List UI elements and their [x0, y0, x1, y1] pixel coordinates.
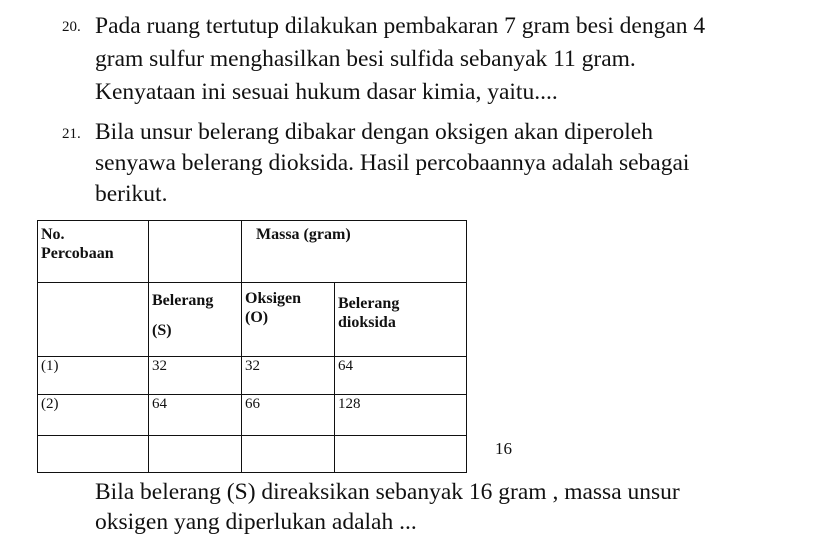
table-cell: 128 [335, 395, 467, 436]
follow-up-line: Bila belerang (S) direaksikan sebanyak 16 gram , massa unsur [95, 479, 680, 505]
table-row [38, 395, 467, 436]
subheader-oksigen [242, 283, 335, 357]
question-number: 20. [62, 19, 81, 35]
experiment-table [37, 220, 467, 473]
side-number: 16 [495, 439, 512, 458]
subheader-oksigen-unit: (O) [245, 309, 269, 326]
table-cell: (1) [38, 357, 149, 395]
table-row [38, 357, 467, 395]
table-cell: (2) [38, 395, 149, 436]
subheader-belerang-unit: (S) [152, 322, 172, 339]
question-text-line: Kenyataan ini sesuai hukum dasar kimia, yaitu.... [95, 79, 558, 105]
question-text-line: gram sulfur menghasilkan besi sulfida sebanyak 11 gram. [95, 46, 636, 72]
header-no-percobaan [38, 221, 149, 283]
subheader-empty-cell [38, 283, 149, 357]
table-cell: 32 [242, 357, 335, 395]
subheader-dioksida-line: Belerang [338, 295, 400, 312]
question-text-line: Pada ruang tertutup dilakukan pembakaran 7 gram besi dengan 4 [95, 13, 706, 39]
header-no-line: No. [41, 226, 65, 243]
follow-up-line: oksigen yang diperlukan adalah ... [95, 509, 417, 535]
table-row [38, 436, 467, 473]
header-empty-cell [149, 221, 242, 283]
table-cell: 64 [335, 357, 467, 395]
subheader-belerang-label: Belerang [152, 292, 214, 309]
question-text-line: senyawa belerang dioksida. Hasil percobaannya adalah sebagai [95, 150, 690, 176]
table-cell [149, 436, 242, 473]
table-cell: 64 [149, 395, 242, 436]
question-text-line: berikut. [95, 181, 168, 207]
subheader-oksigen-label: Oksigen [245, 290, 302, 307]
subheader-belerang [149, 283, 242, 357]
table-subheader-row [38, 283, 467, 357]
header-massa: Massa (gram) [242, 221, 467, 283]
table-cell [242, 436, 335, 473]
subheader-dioksida-line: dioksida [338, 314, 396, 331]
table-cell [335, 436, 467, 473]
table-cell: 66 [242, 395, 335, 436]
subheader-dioksida [335, 283, 467, 357]
question-text-line: Bila unsur belerang dibakar dengan oksigen akan diperoleh [95, 119, 653, 145]
table-cell: 32 [149, 357, 242, 395]
question-number: 21. [62, 126, 81, 142]
header-percobaan-line: Percobaan [41, 245, 114, 262]
table-cell [38, 436, 149, 473]
table-header-row [38, 221, 467, 283]
